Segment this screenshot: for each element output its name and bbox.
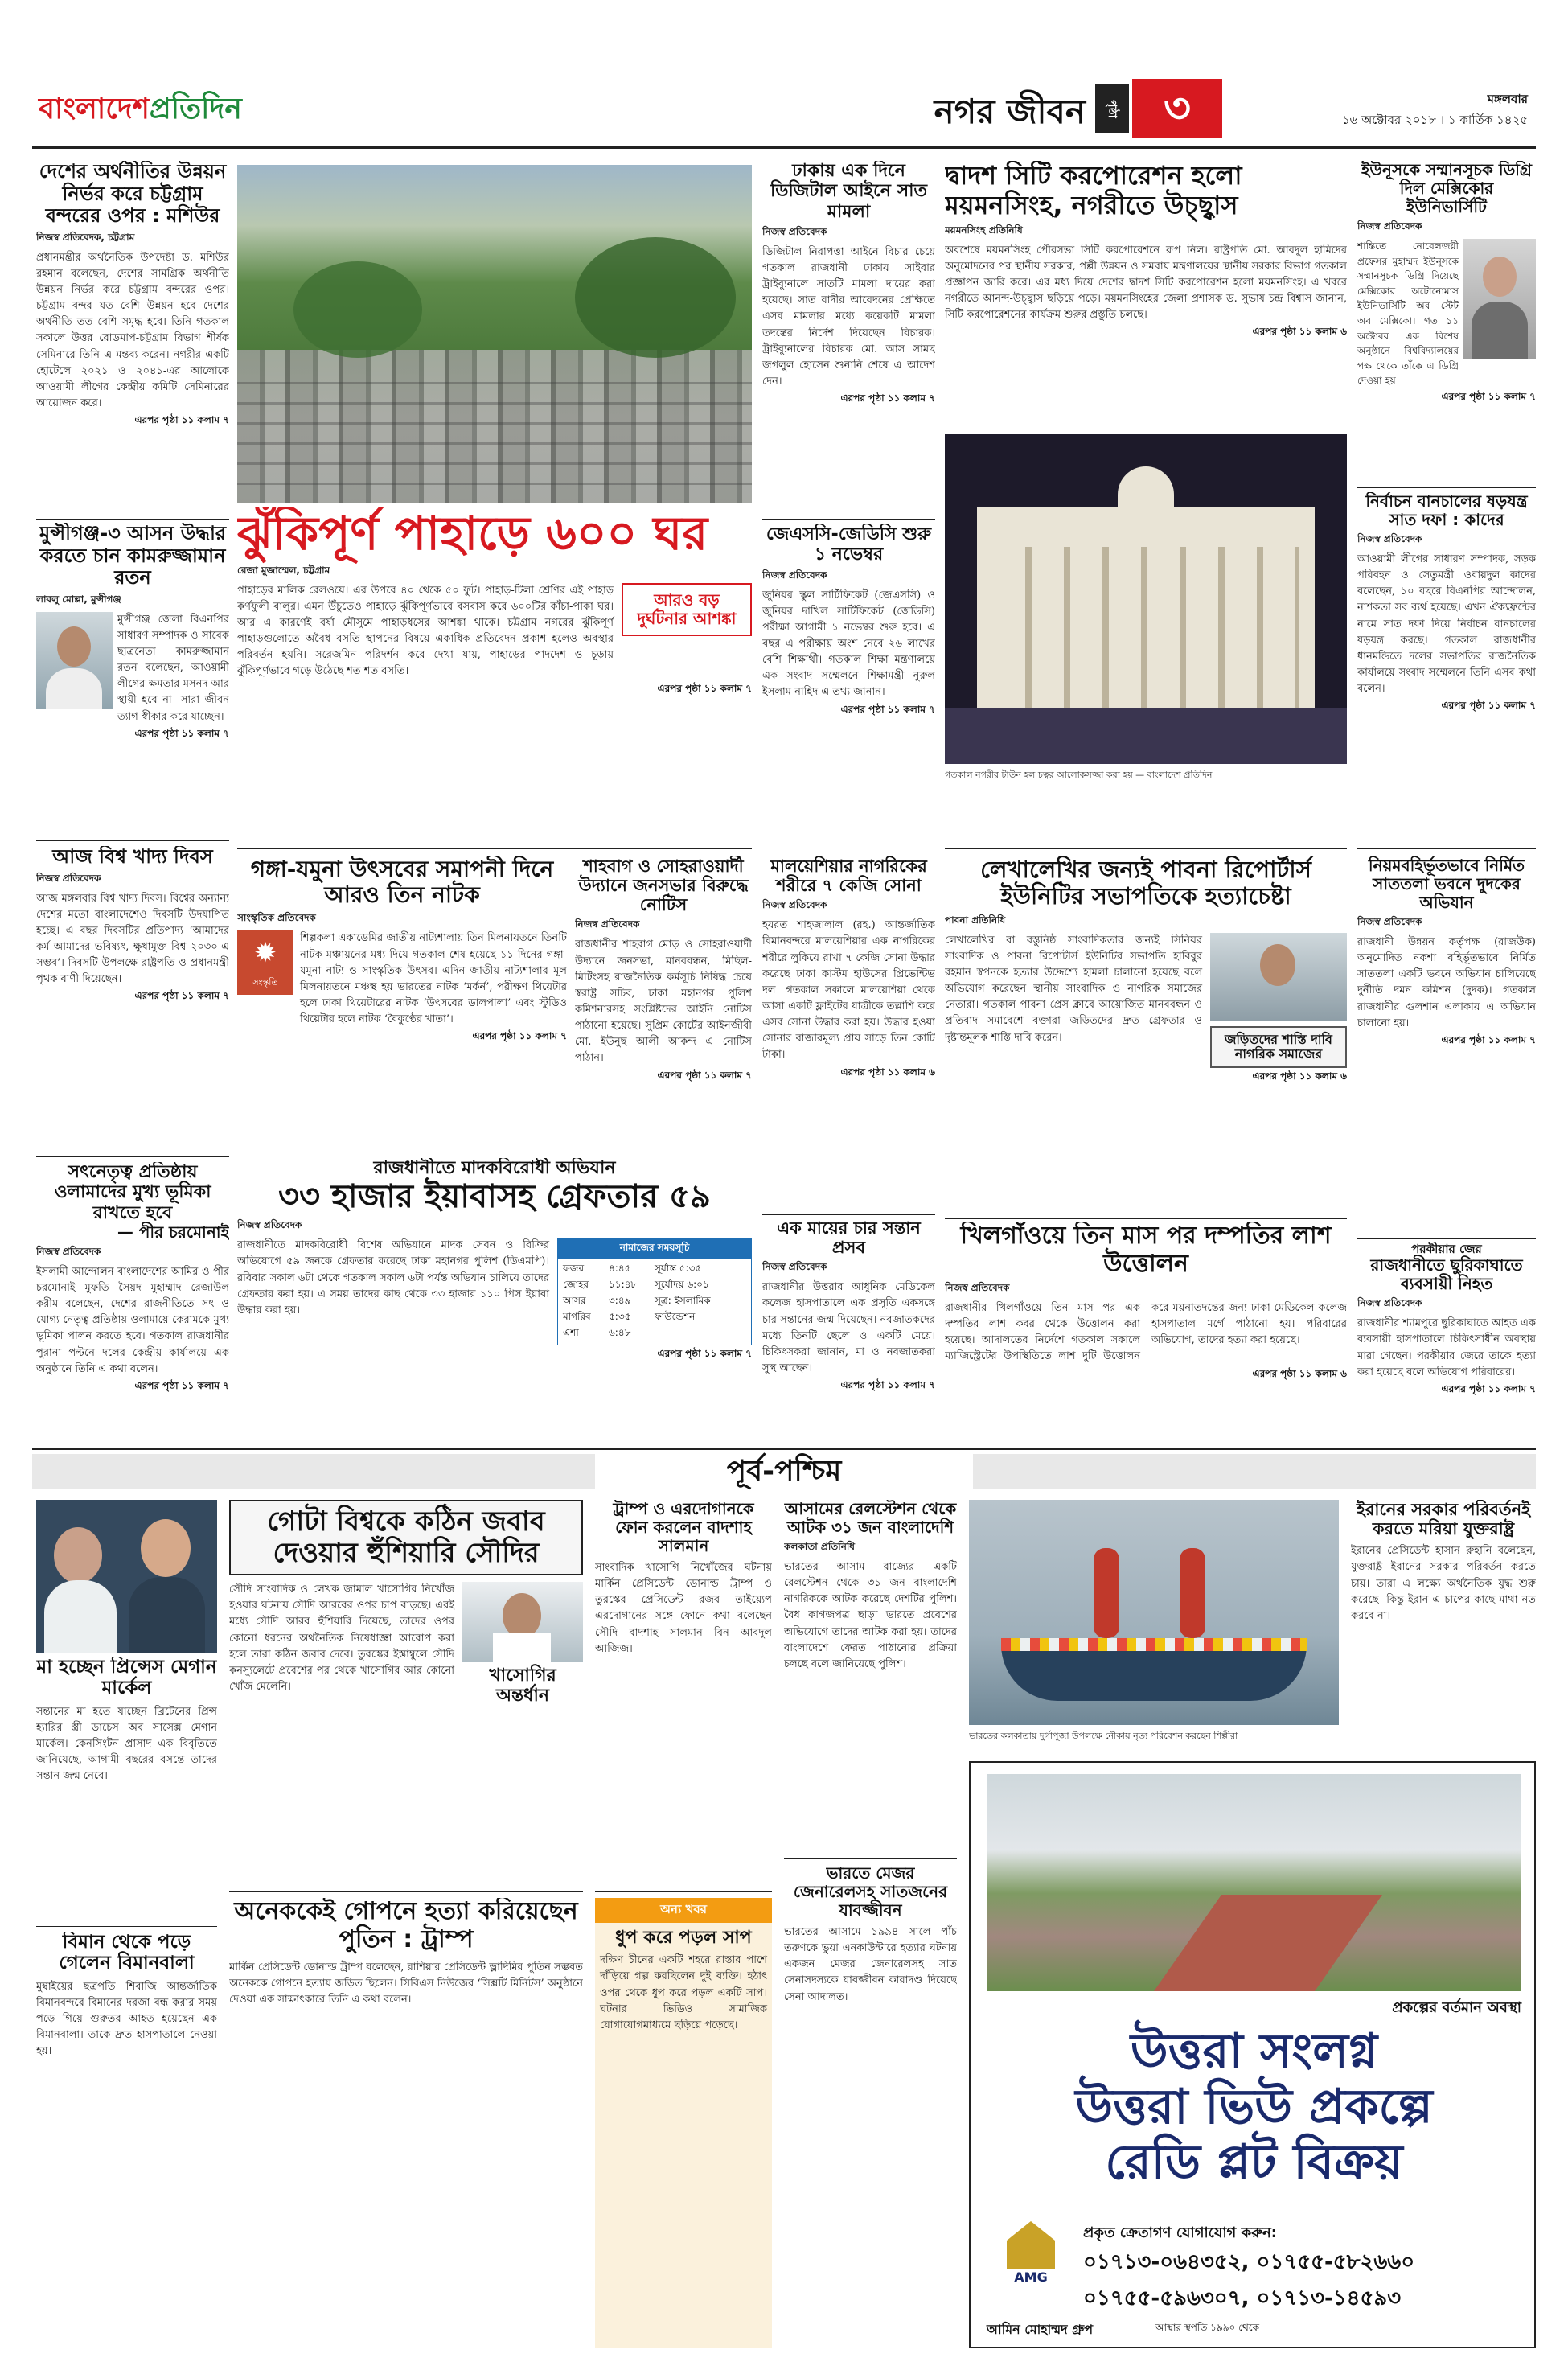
continued: এরপর পৃষ্ঠা ১১ কলাম ৭ [134,1379,229,1391]
section-band [32,1454,1536,1489]
body-text: সন্তানের মা হতে যাচ্ছেন ব্রিটেনের প্রিন্স হ্যারির স্ত্রী ডাচেস অব সাসেক্স মেগান মার্কেল। কেনসিংটন প্রাসাদ এক বিবৃতিতে জানিয়েছে, আগামী বছরের বসন্তে তাদের সন্তান জন্ম নেবে। [36,1705,217,1783]
star-icon: ✹ [253,937,277,970]
headline: দেশের অর্থনীতির উন্নয়ন নির্ভর করে চট্টগ্রাম বন্দরের ওপর : মশিউর [39,161,227,228]
ad-headline [987,2024,1521,2191]
continued: এরপর পৃষ্ঠা ১১ কলাম ৬ [1252,1070,1347,1082]
prayer-row [563,1278,746,1294]
pull-quote [622,583,752,636]
continued: এরপর পৃষ্ঠা ১১ কলাম ৭ [472,1030,567,1042]
byline: নিজস্ব প্রতিবেদক [1357,533,1422,544]
divider [762,1214,935,1215]
divider [36,519,229,520]
headline: লেখালেখির জন্যই পাবনা রিপোর্টার্স ইউনিটির সভাপতিকে হত্যাচেষ্টা [980,856,1311,910]
prayer-cell: জোহর [563,1279,589,1291]
body-text: ইরানের প্রেসিডেন্ট হাসান রুহানি বলেছেন, যুক্তরাষ্ট্র ইরানের সরকার পরিবর্তন করতে চায়। তারা এ লক্ষ্যে অর্থনৈতিক যুদ্ধ শুরু করেছে। কিন্তু ইরান এ চাপের কাছে মাথা নত করবে না। [1351,1545,1536,1622]
prayer-row [563,1262,746,1278]
pull-quote-text: আরও বড় দুর্ঘটনার আশঙ্কা [637,589,737,628]
continued: এরপর পৃষ্ঠা ১১ কলাম ৭ [1441,700,1536,712]
portrait-photo [36,612,113,709]
headline: মুন্সীগঞ্জ-৩ আসন উদ্ধার করতে চান কামরুজ্জামান রতন [39,523,227,589]
story-trump-erdogan [595,1500,772,1886]
divider [237,848,752,849]
headline: অনেককেই গোপনে হত্যা করিয়েছেন পুতিন : ট্রাম্প [234,1898,578,1953]
body-text: রাজধানীর খিলগাঁওয়ে তিন মাস পর এক দম্পতির লাশ কবর থেকে উত্তোলন করা হয়েছে। আদালতের নির্দেশে গতকাল সকালে ম্যাজিস্ট্রেটের উপস্থিতিতে লাশ দুটি উত্তোলন করে ময়নাতদন্তের জন্য ঢাকা মেডিকেল কলেজ হাসপাতাল মর্গে পাঠানো হয়। পরিবারের অভিযোগ, তাদের হত্যা করা হয়েছে। [945,1302,1347,1363]
ad-phones-2: ০১৭৫৫-৫৯৬৩০৭, ০১৭১৩-১৪৫৯৩ [1083,2286,1402,2310]
story-putin [229,1898,583,2348]
headline: খিলগাঁওয়ে তিন মাস পর দম্পতির লাশ উত্তোলন [960,1222,1332,1278]
body-text: হযরত শাহজালাল (রহ.) আন্তর্জাতিক বিমানবন্দরে মালয়েশিয়ার এক নাগরিকের শরীরে লুকিয়ে রাখা ৭ কেজি সোনা উদ্ধার করেছে ঢাকা কাস্টম হাউসের প্রিভেন্টিভ দল। গতকাল সকালে মালয়েশিয়া থেকে আসা একটি ফ্লাইটের যাত্রীকে তল্লাশি করে এসব সোনা উদ্ধার করা হয়। উদ্ধার হওয়া সোনার বাজারমূল্য প্রায় সাড়ে তিন কোটি টাকা। [762,919,935,1062]
body-text: লেখালেখির বা বস্তুনিষ্ঠ সাংবাদিকতার জন্যই সিনিয়র সাংবাদিক ও পাবনা রিপোর্টার্স ইউনিটির সভাপতি হাবিবুর রহমান স্বপনকে হত্যার উদ্দেশ্যে হামলা চালানো হয়েছে বলে অভিযোগ করেছেন স্থানীয় সাংবাদিক ও নাগরিক সমাজের নেতারা। গতকাল পাবনা প্রেস ক্লাবে আয়োজিত মানববন্ধন ও প্রতিবাদ সমাবেশে বক্তারা জড়িতদের দ্রুত গ্রেফতার ও দৃষ্টান্তমূলক শাস্তি দাবি করেন। [945,934,1202,1044]
divider [1357,848,1536,849]
ad-contact-label: প্রকৃত ক্রেতাগণ যোগাযোগ করুন: [1083,2224,1277,2241]
property-ad [969,1761,1536,2348]
story-yaba [237,1158,752,1431]
byline: নিজস্ব প্রতিবেদক [762,569,827,581]
headline: মালয়েশিয়ার নাগরিকের শরীরে ৭ কেজি সোনা [770,856,927,896]
continued: এরপর পৃষ্ঠা ১১ কলাম ৭ [657,682,752,694]
continued: এরপর পৃষ্ঠা ১১ কলাম ৭ [840,392,935,405]
brand-part1: বাংলাদেশ [39,92,150,125]
brand-logo [39,87,242,135]
divider [945,848,1347,849]
divider [1357,487,1536,488]
continued: এরপর পৃষ্ঠা ১১ কলাম ৭ [1441,390,1536,402]
culture-logo-label: সংস্কৃতি [252,977,278,988]
divider [762,519,935,520]
headline: ধুপ করে পড়ল সাপ [615,1928,752,1948]
issue-date: ১৬ অক্টোবর ২০১৮ । ১ কার্তিক ১৪২৫ [1341,113,1528,127]
prayer-cell: ৩:৪৯ [609,1295,631,1307]
byline: নিজস্ব প্রতিবেদক [237,1219,302,1231]
headline: নির্বাচন বানচালের ষড়যন্ত্র সাত দফা : কাদের [1365,492,1528,529]
story-saudi [229,1500,583,1886]
prayer-row [563,1294,746,1310]
ad-company-tagline: আস্থার স্থপতি ১৯৯০ থেকে [1155,2322,1260,2333]
page-label-box [1095,84,1129,133]
prayer-times-title: নামাজের সময়সূচি [558,1238,751,1259]
masthead [0,0,1568,157]
prayer-cell: সূর্যোদয় ৬:০১ [655,1279,709,1291]
prayer-cell: ৬:৪৮ [609,1327,631,1339]
story-quader [1357,492,1536,846]
story-yunus [1357,161,1536,483]
headline: গোটা বিশ্বকে কঠিন জবাব দেওয়ার হুঁশিয়ারি সৌদির [229,1500,583,1575]
byline: সাংস্কৃতিক প্রতিবেদক [237,912,316,924]
headline: গঙ্গা-যমুনা উৎসবের সমাপনী দিনে আরও তিন নাটক [250,856,554,909]
story-iran [1351,1500,1536,1753]
body-text: রাজধানীর শাহবাগ মোড় ও সোহরাওয়ার্দী উদ্যানে জনসভা, মানববন্ধন, মিছিল-মিটিংসহ রাজনৈতিক কর্মসূচি নিষিদ্ধ চেয়ে স্বরাষ্ট্র সচিব, ঢাকা মহানগর পুলিশ কমিশনারসহ সংশ্লিষ্টদের আইনি নোটিস পাঠানো হয়েছে। সুপ্রিম কোর্টের আইনজীবী মো. ইউনুছ আলী আকন্দ এ নোটিস পাঠান। [575,939,752,1065]
story-quadruplets [762,1218,935,1431]
ad-phones-1: ০১৭১৩-০৬৪৩৫২, ০১৭৫৫-৫৮২৬৬০ [1083,2250,1415,2274]
byline: নিজস্ব প্রতিবেদক [1357,1297,1422,1309]
headline: ভারতে মেজর জেনারেলসহ সাতজনের যাবজ্জীবন [793,1864,948,1920]
story-hill [237,507,752,844]
byline: নিজস্ব প্রতিবেদক [762,1261,827,1273]
headline: দ্বাদশ সিটি করপোরেশন হলো ময়মনসিংহ, নগরীতে উচ্ছ্বাস [945,161,1242,220]
body-text: শিল্পকলা একাডেমির জাতীয় নাট্যশালায় তিন মিলনায়তনে তিনটি নাটক মঞ্চায়নের মধ্য দিয়ে গতকাল শেষ হয়েছে ১১ দিনের গঙ্গা-যমুনা নাট্য ও সাংস্কৃতিক উৎসব। এদিন জাতীয় নাট্যশালার মূল মিলনায়তনে মঞ্চস্থ হয় ভারতের নাটক ‘মর্কর্ন’, পরীক্ষণ থিয়েটার হলে ঢাকা থিয়েটারের নাটক ‘উৎসবের ডালপালা’ এবং স্টুডিও থিয়েটার হলে নাটক ‘বৈকুণ্ঠের খাতা’। [300,932,567,1026]
continued: এরপর পৃষ্ঠা ১১ কলাম ৭ [134,990,229,1002]
hill-photo [237,165,752,503]
ad-line2: উত্তরা ভিউ প্রকল্পে [1075,2079,1433,2135]
byline: নিজস্ব প্রতিবেদক [575,918,640,930]
body-text: ভারতের আসাম রাজ্যের একটি রেলস্টেশন থেকে ৩১ জন বাংলাদেশি নাগরিককে আটক করেছে দেশটির পুলিশ। বৈধ কাগজপত্র ছাড়া ভারতে প্রবেশের অভিযোগে তাদের আটক করা হয়। তাদের বাংলাদেশে ফেরত পাঠানোর প্রক্রিয়া চলছে বলে জানিয়েছে পুলিশ। [784,1561,957,1670]
story-mymensingh [945,161,1347,430]
byline: লাবলু মোল্লা, মুন্সীগঞ্জ [36,593,121,605]
story-rajuk [1357,856,1536,1234]
divider [595,1891,772,1892]
body-text: অবশেষে ময়মনসিংহ পৌরসভা সিটি করপোরেশনে রূপ নিল। রাষ্ট্রপতি মো. আবদুল হামিদের অনুমোদনের পর স্থানীয় সরকার, পল্লী উন্নয়ন ও সমবায় মন্ত্রণালয়ের স্থানীয় সরকার বিভাগ গতকাল প্রজ্ঞাপন জারি করে। এর মধ্য দিয়ে দেশের দ্বাদশ সিটি করপোরেশন হলো ময়মনসিংহ। এ খবরে নগরীতে আনন্দ-উচ্ছ্বাস ছড়িয়ে পড়ে। ময়মনসিংহের জেলা প্রশাসক ড. সুভাষ চন্দ্র বিশ্বাস জানান, সিটি করপোরেশনের কার্যক্রম শুরুর প্রস্তুতি চলছে। [945,244,1347,322]
byline: নিজস্ব প্রতিবেদক [1357,220,1422,232]
headline: মা হচ্ছেন প্রিন্সেস মেগান মার্কেল [36,1657,217,1699]
khashoggi-label-2: অন্তর্ধান [495,1686,550,1707]
byline: রেজা মুজাম্মেল, চট্টগ্রাম [237,564,330,576]
other-news-tag [595,1898,772,1923]
pull-quote [1210,1026,1347,1069]
story-gold [762,856,935,1210]
story-khilgaon [945,1222,1347,1431]
prayer-cell: এশা [563,1327,579,1339]
body-text: পাহাড়ের মালিক রেলওয়ে। এর উপরে ৪০ থেকে ৫০ ফুট। পাহাড়-টিলা শ্রেণির এই পাহাড় কর্ণফুলী বালুর। এমন উঁচুতেও পাহাড়ে ঝুঁকিপূর্ণভাবে বসবাস করে ৬০০টির কাঁচা-পাকা ঘর। আর এ কারণেই বর্ষা মৌসুমে পাহাড়ধসের আশঙ্কা থাকে। চট্টগ্রাম নগরের ঝুঁকিপূর্ণ পাহাড়গুলোতে অবৈধ বসতি স্থাপনের বিষয়ে একাধিক প্রতিবেদন প্রকাশ হলেও অবস্থার পরিবর্তন হয়নি। সরেজমিন পরিদর্শন করে দেখা যায়, পাহাড়ের পাদদেশ ও চূড়ায় ঝুঁকিপূর্ণভাবে গড়ে উঠেছে শত শত বসতি। [237,584,614,678]
headline: জেএসসি-জেডিসি শুরু ১ নভেম্বর [766,524,932,565]
townhall-photo-caption: গতকাল নগরীর টাউন হল চত্বর আলোকসজ্জা করা হয় — বাংলাদেশ প্রতিদিন [945,770,1213,780]
page-number-box [1132,79,1222,138]
ad-logo-text: AMG [1014,2269,1048,2285]
divider [36,1926,217,1927]
divider [36,840,229,841]
story-food-day [36,846,229,1152]
story-digital-law [762,161,935,515]
ad-logo [988,2221,1073,2318]
townhall-photo [945,434,1347,764]
body-text: মুন্সীগঞ্জ জেলা বিএনপির সাধারণ সম্পাদক ও সাবেক ছাত্রনেতা কামরুজ্জামান রতন বলেছেন, আওয়ামী লীগের ক্ষমতার মসনদ আর স্থায়ী হবে না। সারা জীবন ত্যাগ স্বীকার করে যাচ্ছেন। [117,613,229,723]
story-plane [36,1932,217,2350]
page-label: পৃষ্ঠা [1106,99,1119,118]
continued: এরপর পৃষ্ঠা ১১ কলাম ৭ [657,1069,752,1081]
body-text: রাজধানীর শ্যামপুরে ছুরিকাঘাতে আহত এক ব্যবসায়ী হাসপাতালে চিকিৎসাধীন অবস্থায় মারা গেছেন। পরকীয়ার জেরে তাকে হত্যা করা হয়েছে বলে অভিযোগ পরিবারের। [1357,1317,1536,1378]
prayer-cell [655,1326,746,1342]
story-ctg-port [36,161,229,515]
culture-logo [237,930,293,995]
body-text: ইসলামী আন্দোলন বাংলাদেশের আমির ও পীর চরমোনাই মুফতি সৈয়দ মুহাম্মাদ রেজাউল করীম বলেছেন, দেশের রাজনীতিতে সৎ ও যোগ্য নেতৃত্ব প্রতিষ্ঠায় ওলামায়ে কেরামকে মুখ্য ভূমিকা পালন করতে হবে। গতকাল রাজধানীর পুরানা পল্টনে দলের কেন্দ্রীয় কার্যালয়ে এক অনুষ্ঠানে তিনি এ কথা বলেন। [36,1265,229,1375]
byline: নিজস্ব প্রতিবেদক [1357,916,1422,927]
body-text: আজ মঙ্গলবার বিশ্ব খাদ্য দিবস। বিশ্বের অন্যান্য দেশের মতো বাংলাদেশেও দিবসটি উদযাপিত হচ্ছে। এ বছর দিবসটির প্রতিপাদ্য ‘আমাদের কর্ম আমাদের ভবিষ্যৎ, ক্ষুধামুক্ত বিশ্ব ২০৩০-এ সম্ভব’। দিবসটি উপলক্ষে রাষ্ট্রপতি ও প্রধানমন্ত্রী পৃথক বাণী দিয়েছেন। [36,892,229,986]
story-jsc [762,524,935,846]
prayer-cell: সূর্যাস্ত ৫:৩৫ [655,1263,702,1275]
story-pir [36,1162,229,1431]
boat-dance-photo [969,1500,1339,1725]
divider [945,1218,1347,1219]
byline: নিজস্ব প্রতিবেদক [36,1245,101,1257]
khashoggi-label-1: খাসোগির [489,1665,556,1686]
ad-company: আমিন মোহাম্মদ গ্রুপ [987,2322,1094,2337]
body-text: রাজধানীতে মাদকবিরোধী বিশেষ অভিযানে মাদক সেবন ও বিক্রির অভিযোগে ৫৯ জনকে গ্রেফতার করেছে ঢাকা মহানগর পুলিশ (ডিএমপি)। রবিবার সকাল ৬টা থেকে গতকাল সকাল ৬টা পর্যন্ত অভিযান চালিয়ে তাদের গ্রেফতার করা হয়। এ সময় তাদের কাছ থেকে ৩৩ হাজার ১১০ পিস ইয়াবা উদ্ধার করা হয়। [237,1239,549,1316]
byline: কলকাতা প্রতিনিধি [784,1541,856,1552]
prayer-cell: ৪:৪৫ [609,1263,631,1275]
meghan-photo [36,1500,217,1653]
byline: নিজস্ব প্রতিবেদক [36,872,101,884]
pabna-photo [1210,933,1347,1021]
headline: রাজধানীতে ছুরিকাঘাতে ব্যবসায়ী নিহত [1370,1255,1523,1294]
byline: নিজস্ব প্রতিবেদক [762,899,827,911]
ad-line1: উত্তরা সংলগ্ন [1130,2023,1378,2080]
continued: এরপর পৃষ্ঠা ১১ কলাম ৬ [840,1066,935,1078]
body-text: ডিজিটাল নিরাপত্তা আইনে বিচার চেয়ে গতকাল রাজধানী ঢাকায় সাইবার ট্রাইব্যুনালে সাতটি মামলা দায়ের করা হয়েছে। সাত বাদীর আবেদনের প্রেক্ষিতে এসব মামলার মধ্যে কয়েকটি মামলা তদন্তের নির্দেশ দিয়েছেন বিচারক। ট্রাইব্যুনালের বিচারক মো. আস সামছ জগলুল হোসেন শুনানি শেষে এ আদেশ দেন। [762,245,935,388]
prayer-row [563,1310,746,1326]
headline: ইরানের সরকার পরিবর্তনই করতে মরিয়া যুক্তরাষ্ট্র [1356,1500,1531,1539]
headline: সৎনেতৃত্ব প্রতিষ্ঠায় ওলামাদের মুখ্য ভূমিকা রাখতে হবে [54,1162,211,1223]
section-label: পূর্ব-পশ্চিম [595,1454,973,1489]
byline: ময়মনসিংহ প্রতিনিধি [945,224,1023,236]
building-icon [1007,2221,1055,2269]
continued: এরপর পৃষ্ঠা ১১ কলাম ৭ [840,703,935,715]
prayer-cell: সূত্র: ইসলামিক [655,1295,711,1307]
prayer-times-table [558,1259,751,1345]
kicker: পরকীয়ার জের [1411,1242,1482,1256]
continued: এরপর পৃষ্ঠা ১১ কলাম ৭ [134,727,229,739]
other-news-label: অন্য খবর [660,1902,707,1916]
section-rule [32,1448,1536,1450]
headline: ইউনূসকে সম্মানসূচক ডিগ্রি দিল মেক্সিকোর ইউনিভার্সিটি [1361,161,1533,216]
body-text: সাংবাদিক খাসোগি নিখোঁজের ঘটনায় মার্কিন প্রেসিডেন্ট ডোনাল্ড ট্রাম্প ও তুরস্কের প্রেসিডেন্ট রজব তাইয়্যেপ এরদোগানের সঙ্গে ফোনে কথা বলেছেন সৌদি বাদশাহ সালমান বিন আবদুল আজিজ। [595,1562,772,1655]
prayer-cell: আসর [563,1295,586,1307]
page-number: ৩ [1164,84,1191,133]
body-text: প্রধানমন্ত্রীর অর্থনৈতিক উপদেষ্টা ড. মশিউর রহমান বলেছেন, দেশের সামগ্রিক অর্থনীতি উন্নয়ন নির্ভর করে চট্টগ্রাম বন্দরের ওপর। চট্টগ্রাম বন্দর যত বেশি উন্নয়ন হবে দেশের অর্থনীতি তত বেশি সমৃদ্ধ হবে। তিনি গতকাল সকালে উত্তর রোডমাপ-চট্টগ্রাম বিভাগ শীর্ষক সেমিনারে তিনি এ মন্তব্য করেন। নগরীর একটি হোটেলে ২০২১ ও ২০৪১-এর আলোকে আওয়ামী লীগের কেন্দ্রীয় কমিটি সেমিনারের আয়োজন করে। [36,251,229,410]
attribution: — পীর চরমোনাই [117,1222,229,1242]
headline: শাহবাগ ও সোহরাওয়ার্দী উদ্যানে জনসভার বিরুদ্ধে নোটিস [578,856,749,915]
continued: এরপর পৃষ্ঠা ১১ কলাম ৭ [657,1348,752,1360]
pull-quote-line2: নাগরিক সমাজের [1234,1046,1323,1062]
ad-photo [987,1774,1521,1991]
yunus-photo [1463,239,1536,359]
body-text: শান্তিতে নোবেলজয়ী প্রফেসর মুহাম্মদ ইউনূসকে সম্মানসূচক ডিগ্রি দিয়েছে মেক্সিকোর অটোনোমাস ইউনিভার্সিটি অব স্টেট অব মেক্সিকো। গত ১১ অক্টোবর এক বিশেষ অনুষ্ঠানে বিশ্ববিদ্যালয়ের পক্ষ থেকে তাঁকে এ ডিগ্রি দেওয়া হয়। [1357,240,1459,387]
divider [229,1891,583,1892]
pabna-sidebar [1210,933,1347,1069]
prayer-cell: ফাউন্ডেশন [655,1311,696,1323]
headline: ৩৩ হাজার ইয়াবাসহ গ্রেফতার ৫৯ [278,1178,711,1216]
kicker: রাজধানীতে মাদকবিরোধী অভিযান [373,1158,616,1178]
body-text: দক্ষিণ চীনের একটি শহরে রাস্তার পাশে দাঁড়িয়ে গল্প করছিলেন দুই ব্যক্তি। হঠাৎ ওপর থেকে ধুপ করে পড়ল একটি সাপ। ঘটনার ভিডিও সামাজিক যোগাযোগমাধ্যমে ছড়িয়ে পড়েছে। [600,1954,767,2031]
khashoggi-photo [462,1582,583,1662]
headline: বিমান থেকে পড়ে গেলেন বিমানবালা [59,1932,195,1974]
ad-line3: রেডি প্লট বিক্রয় [1105,2134,1403,2191]
headline: এক মায়ের চার সন্তান প্রসব [777,1218,921,1258]
boat-dance-caption: ভারতের কলকাতায় দুর্গাপূজা উপলক্ষে নৌকায় নৃত্য পরিবেশন করছেন শিল্পীরা [969,1731,1238,1741]
ad-photo-caption: প্রকল্পের বর্তমান অবস্থা [1392,1999,1521,2016]
prayer-cell: ১১:৪৮ [609,1279,638,1291]
byline: নিজস্ব প্রতিবেদক, চট্টগ্রাম [36,231,135,243]
headline: আজ বিশ্ব খাদ্য দিবস [52,846,213,868]
story-meghan [36,1657,217,1922]
continued: এরপর পৃষ্ঠা ১১ কলাম ৭ [134,414,229,426]
body-text: মার্কিন প্রেসিডেন্ট ডোনাল্ড ট্রাম্প বলেছেন, রাশিয়ার প্রেসিডেন্ট ভ্লাদিমির পুতিন সম্ভবত অনেককে গোপনে হত্যায় জড়িত ছিলেন। সিবিএস নিউজের ‘সিক্সটি মিনিটস’ অনুষ্ঠানে দেওয়া এক সাক্ষাৎকারে তিনি এ কথা বলেন। [229,1961,583,2006]
story-ganga-jamuna [237,856,567,1154]
body-text: আওয়ামী লীগের সাধারণ সম্পাদক, সড়ক পরিবহন ও সেতুমন্ত্রী ওবায়দুল কাদের বলেছেন, ১০ বছরে বিএনপির আন্দোলন, নাশকতা সব ব্যর্থ হয়েছে। এখন ঐক্যফ্রন্টের নামে সাত দফা দিয়ে নির্বাচন বানচালের ষড়যন্ত্র করছে। গতকাল রাজধানীর ধানমন্ডিতে দলের সভাপতির রাজনৈতিক কার্যালয়ে সংবাদ সম্মেলনে তিনি এসব কথা বলেন। [1357,553,1536,696]
continued: এরপর পৃষ্ঠা ১১ কলাম ৭ [1441,1382,1536,1394]
issue-day: মঙ্গলবার [1487,92,1528,106]
story-munshiganj [36,523,229,836]
prayer-cell: মাগরিব [563,1311,591,1323]
body-text: মুম্বাইয়ের ছত্রপতি শিবাজি আন্তর্জাতিক বিমানবন্দরে বিমানের দরজা বন্ধ করার সময় পড়ে গিয়ে গুরুতর আহত হয়েছেন এক বিমানবালা। তাকে দ্রুত হাসপাতালে নেওয়া হয়। [36,1980,217,2058]
divider [784,1858,957,1859]
body-text: রাজধানী উন্নয়ন কর্তৃপক্ষ (রাজউক) অনুমোদিত নকশা বহির্ভূতভাবে নির্মিত সাততলা একটি ভবনে অভিযান চালিয়েছে দুর্নীতি দমন কমিশন (দুদক)। গতকাল রাজধানীর গুলশান এলাকায় এ অভিযান চালানো হয়। [1357,936,1536,1029]
prayer-cell: ৫:৩৫ [609,1311,631,1323]
byline: পাবনা প্রতিনিধি [945,914,1006,926]
headline: নিয়মবহির্ভূতভাবে নির্মিত সাততলা ভবনে দুদকের অভিযান [1368,856,1525,912]
body-text: সৌদি সাংবাদিক ও লেখক জামাল খাসোগির নিখোঁজ হওয়ার ঘটনায় সৌদি আরবের ওপর চাপ বাড়ছে। এরই মধ্যে সৌদি আরব হুঁশিয়ারি দিয়েছে, তাদের ওপর কোনো ধরনের অর্থনৈতিক নিষেধাজ্ঞা আরোপ করা হলে তারা কঠিন জবাব দেবে। তুরস্কের ইস্তাম্বুলে সৌদি কনস্যুলেটে প্রবেশের পর থেকে খাসোগির আর কোনো খোঁজ মেলেনি। [229,1583,454,1694]
story-pabna [945,856,1347,1214]
brand-part2: প্রতিদিন [149,92,242,125]
body-text: ভারতের আসামে ১৯৯৪ সালে পাঁচ তরুণকে ভুয়া এনকাউন্টারে হত্যার ঘটনায় একজন মেজর জেনারেলসহ সাত সেনাসদস্যকে যাবজ্জীবন কারাদণ্ড দিয়েছে সেনা আদালত। [784,1926,957,2003]
byline: নিজস্ব প্রতিবেদক [945,1282,1010,1293]
story-snake [595,1898,772,2348]
byline: নিজস্ব প্রতিবেদক [762,225,827,237]
continued: এরপর পৃষ্ঠা ১১ কলাম ৭ [840,1379,935,1391]
story-stabbing [1357,1242,1536,1431]
story-india-general [784,1864,957,2347]
khashoggi-inset [462,1582,583,1707]
headline: ঝুঁকিপূর্ণ পাহাড়ে ৬০০ ঘর [237,507,708,561]
prayer-times [557,1238,752,1345]
continued: এরপর পৃষ্ঠা ১১ কলাম ৬ [1252,326,1347,338]
section-title: নগর জীবন [934,92,1086,131]
headline: ঢাকায় এক দিনে ডিজিটাল আইনে সাত মামলা [770,161,928,222]
continued: এরপর পৃষ্ঠা ১১ কলাম ৭ [1441,1033,1536,1045]
divider [36,1156,229,1157]
pull-quote-line1: জড়িতদের শাস্তি দাবি [1225,1031,1332,1047]
body-text: রাজধানীর উত্তরার আধুনিক মেডিকেল কলেজ হাসপাতালে এক প্রসূতি একসঙ্গে চার সন্তানের জন্ম দিয়েছেন। নবজাতকদের মধ্যে তিনটি ছেলে ও একটি মেয়ে। চিকিৎসকরা জানান, মা ও নবজাতকরা সুস্থ আছেন। [762,1281,935,1374]
headline: ট্রাম্প ও এরদোগানকে ফোন করলেন বাদশাহ সালমান [613,1500,754,1555]
prayer-cell: ফজর [563,1263,585,1275]
masthead-rule [32,146,1536,149]
divider [1357,1238,1536,1239]
prayer-row [563,1326,746,1342]
story-assam [784,1500,957,1854]
continued: এরপর পৃষ্ঠা ১১ কলাম ৬ [1252,1367,1347,1379]
headline: আসামের রেলস্টেশন থেকে আটক ৩১ জন বাংলাদেশি [784,1500,957,1537]
body-text: জুনিয়র স্কুল সার্টিফিকেট (জেএসসি) ও জুনিয়র দাখিল সার্টিফিকেট (জেডিসি) পরীক্ষা আগামী ১ নভেম্বর শুরু হবে। এ বছর এ পরীক্ষায় অংশ নেবে ২৬ লাখের বেশি শিক্ষার্থী। গতকাল শিক্ষা মন্ত্রণালয়ে এক সংবাদ সম্মেলনে শিক্ষামন্ত্রী নুরুল ইসলাম নাহিদ এ তথ্য জানান। [762,589,935,699]
